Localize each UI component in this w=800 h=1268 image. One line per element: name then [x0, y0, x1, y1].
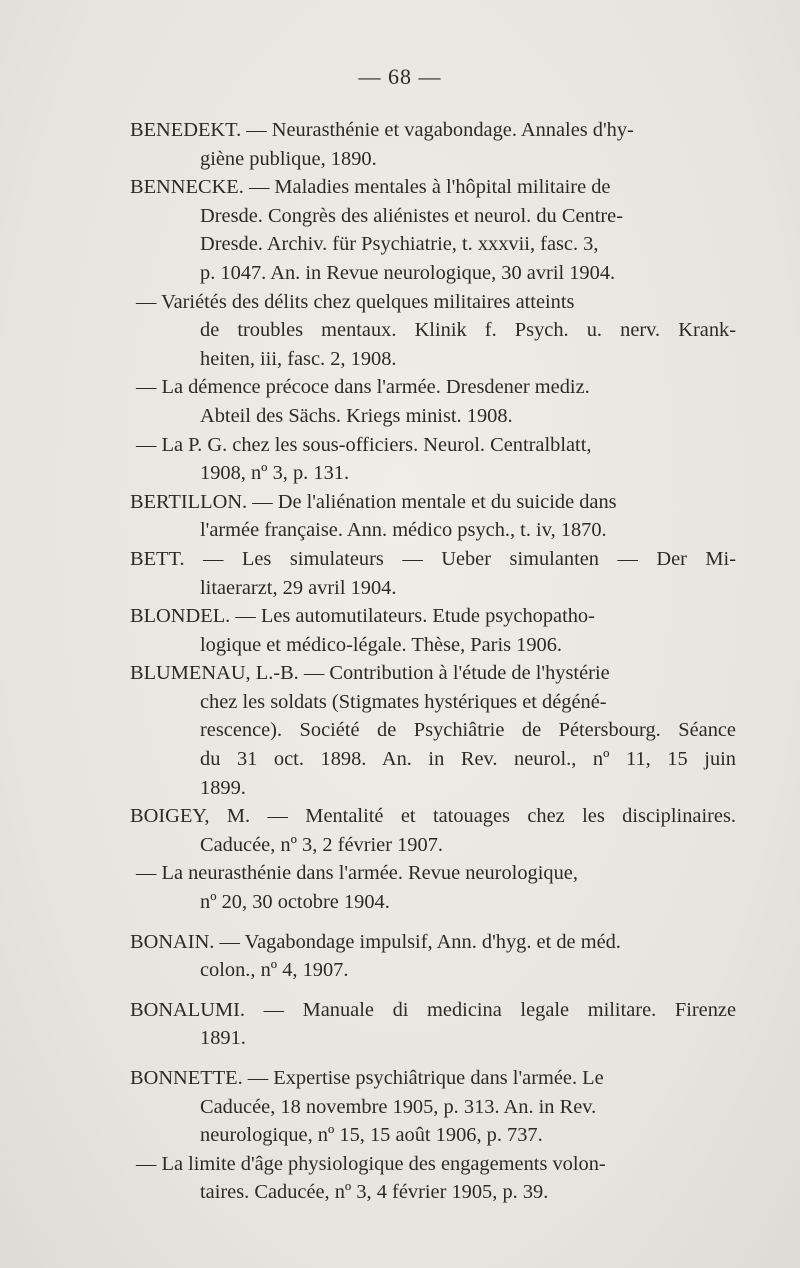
entry-line: BLONDEL. — Les automutilateurs. Etude psychopatho-: [130, 605, 595, 628]
entry-line: de troubles mentaux. Klinik f. Psych. u. nerv. Krank-: [200, 319, 736, 342]
bibliography-entry: [130, 173, 736, 287]
entry-line: colon., nº 4, 1907.: [200, 959, 349, 982]
entry-line: 1899.: [200, 776, 246, 799]
entry-line: Dresde. Archiv. für Psychiatrie, t. xxxvii, fasc. 3,: [200, 233, 599, 256]
entry-line: — La neurasthénie dans l'armée. Revue neurologique,: [136, 862, 578, 885]
entry-line: giène publique, 1890.: [200, 147, 377, 170]
entry-line: p. 1047. An. in Revue neurologique, 30 avril 1904.: [200, 261, 616, 284]
entry-line: litaerarzt, 29 avril 1904.: [200, 576, 397, 599]
entry-line: 1891.: [200, 1027, 246, 1050]
bibliography-entry: [130, 116, 736, 173]
bibliography-entry: [130, 545, 736, 602]
entry-line: BOIGEY, M. — Mentalité et tatouages chez les disciplinaires.: [130, 805, 736, 828]
entry-line: taires. Caducée, nº 3, 4 février 1905, p. 39.: [200, 1181, 549, 1204]
entry-line: — La démence précoce dans l'armée. Dresdener mediz.: [136, 376, 590, 399]
entry-line: — Variétés des délits chez quelques militaires atteints: [136, 290, 575, 313]
entry-line: BETT. — Les simulateurs — Ueber simulanten — Der Mi-: [130, 547, 736, 570]
bibliography-entry: [130, 996, 736, 1053]
page-number: — 68 —: [358, 64, 442, 89]
bibliography-entry: [130, 488, 736, 545]
bibliography-entry: [130, 802, 736, 859]
entry-line: du 31 oct. 1898. An. in Rev. neurol., nº 11, 15 juin: [200, 748, 736, 771]
bibliography-entry: [130, 859, 736, 916]
bibliography-entry: [130, 431, 736, 488]
entry-line: Abteil des Sächs. Kriegs minist. 1908.: [200, 404, 513, 427]
entry-line: rescence). Société de Psychiâtrie de Pétersbourg. Séance: [200, 719, 736, 742]
entry-line: Caducée, 18 novembre 1905, p. 313. An. in Rev.: [200, 1095, 597, 1118]
bibliography-entry: [130, 602, 736, 659]
entry-line: — La P. G. chez les sous-officiers. Neurol. Centralblatt,: [136, 433, 592, 456]
entry-line: BONAIN. — Vagabondage impulsif, Ann. d'hyg. et de méd.: [130, 930, 621, 953]
entry-line: — La limite d'âge physiologique des engagements volon-: [136, 1152, 606, 1175]
entry-line: nº 20, 30 octobre 1904.: [200, 891, 390, 914]
entry-line: BERTILLON. — De l'aliénation mentale et du suicide dans: [130, 490, 617, 513]
entry-line: BONALUMI. — Manuale di medicina legale militare. Firenze: [130, 998, 736, 1021]
bibliography-entry: [130, 1064, 736, 1150]
bibliography-list: [130, 116, 736, 1207]
bibliography-entry: [130, 373, 736, 430]
entry-line: Dresde. Congrès des aliénistes et neurol. du Centre-: [200, 204, 623, 227]
entry-line: BLUMENAU, L.-B. — Contribution à l'étude de l'hystérie: [130, 662, 610, 685]
entry-line: heiten, iii, fasc. 2, 1908.: [200, 347, 397, 370]
entry-line: neurologique, nº 15, 15 août 1906, p. 737.: [200, 1124, 543, 1147]
entry-line: Caducée, nº 3, 2 février 1907.: [200, 833, 443, 856]
entry-line: 1908, nº 3, p. 131.: [200, 462, 350, 485]
entry-line: BONNETTE. — Expertise psychiâtrique dans l'armée. Le: [130, 1067, 604, 1089]
entry-line: chez les soldats (Stigmates hystériques et dégéné-: [200, 690, 607, 713]
entry-line: BENEDEKT. — Neurasthénie et vagabondage. Annales d'hy-: [130, 119, 634, 141]
bibliography-entry: [130, 659, 736, 802]
bibliography-entry: [130, 288, 736, 374]
entry-line: BENNECKE. — Maladies mentales à l'hôpital militaire de: [130, 176, 611, 199]
bibliography-entry: [130, 928, 736, 985]
entry-line: l'armée française. Ann. médico psych., t. iv, 1870.: [200, 519, 607, 542]
entry-line: logique et médico-légale. Thèse, Paris 1906.: [200, 633, 563, 656]
bibliography-entry: [130, 1150, 736, 1207]
